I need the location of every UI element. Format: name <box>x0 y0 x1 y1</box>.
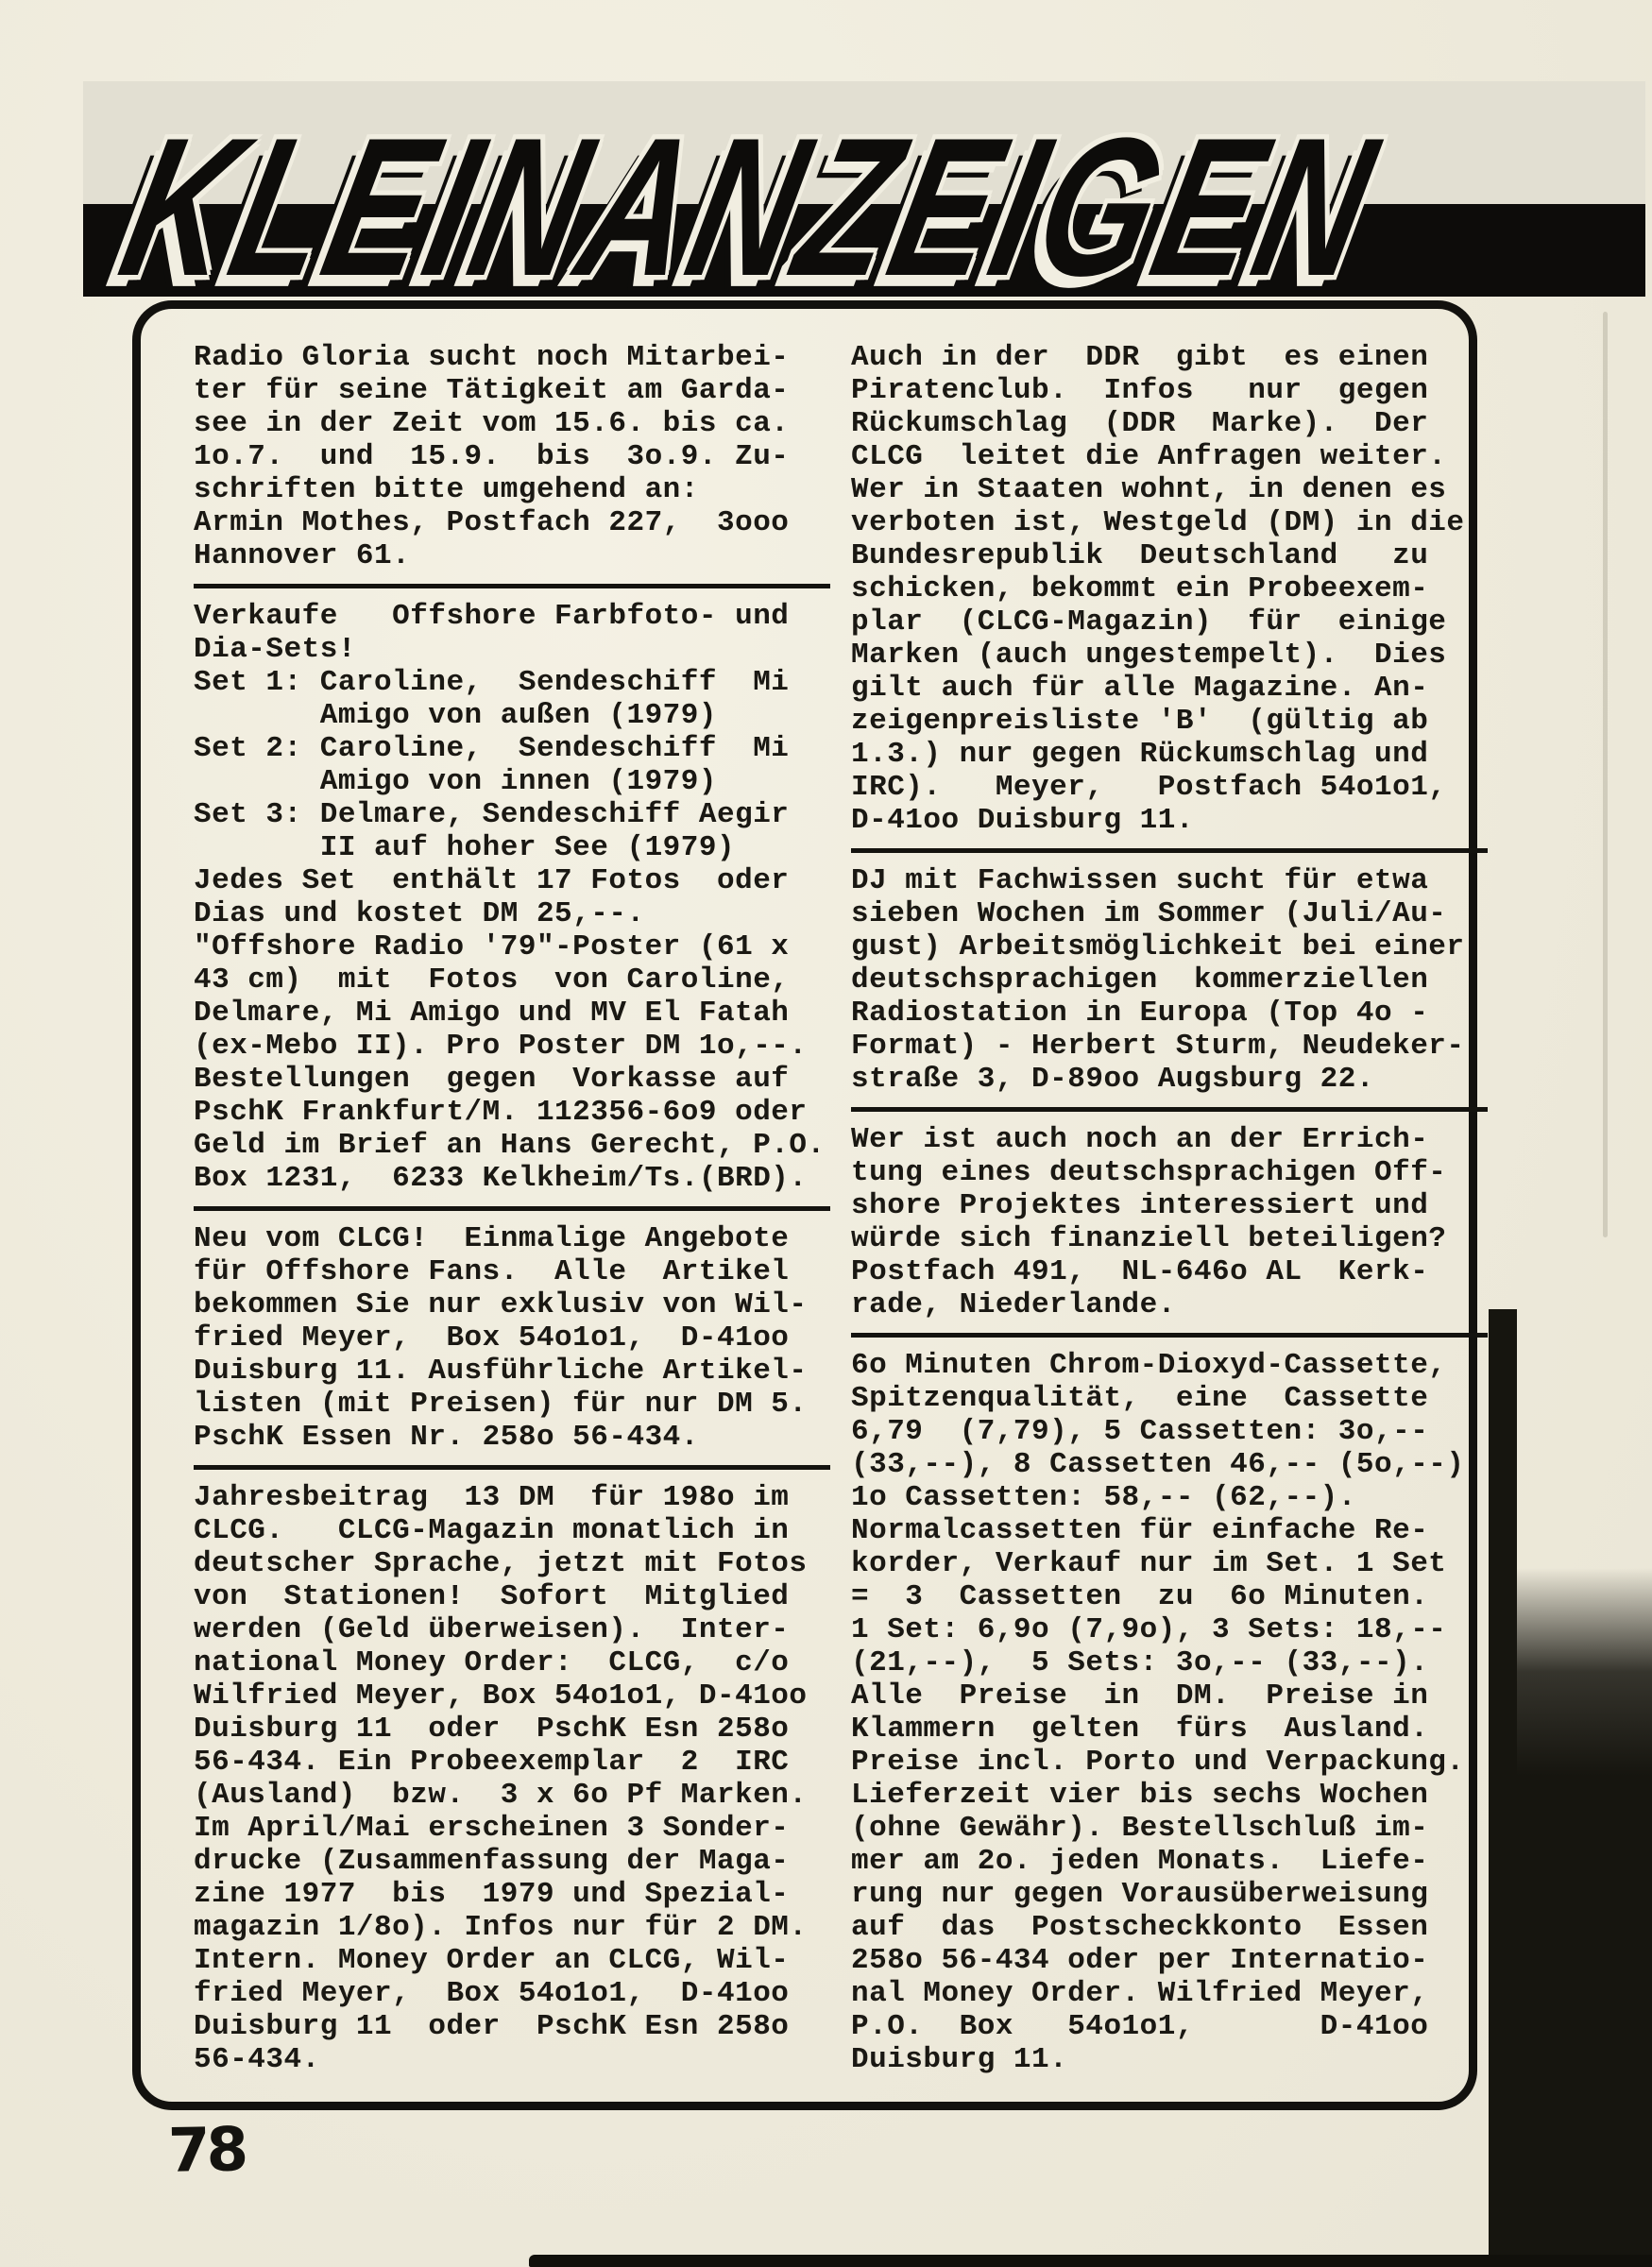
classified-ad <box>194 600 836 1195</box>
ad-separator <box>851 1333 1488 1338</box>
ad-line: für Offshore Fans. Alle Artikel <box>194 1255 790 1288</box>
ad-line: P.O. Box 54o1o1, D-41oo <box>851 2010 1429 2043</box>
ad-line: Piratenclub. Infos nur gegen <box>851 374 1429 407</box>
ad-line: Duisburg 11. Ausführliche Artikel- <box>194 1355 808 1388</box>
paper-crease-artifact <box>1603 312 1608 1237</box>
ad-line: Klammern gelten fürs Ausland. <box>851 1713 1429 1746</box>
ad-line: II auf hoher See (1979) <box>194 831 736 864</box>
ad-line: 1 Set: 6,9o (7,9o), 3 Sets: 18,-- <box>851 1613 1447 1646</box>
ad-line: Jahresbeitrag 13 DM für 198o im <box>194 1481 790 1514</box>
classified-ad <box>194 341 836 572</box>
right-column <box>851 341 1493 2085</box>
ad-line: Jedes Set enthält 17 Fotos oder <box>194 864 790 897</box>
ad-line: 258o 56-434 oder per Internatio- <box>851 1944 1429 1977</box>
ad-line: 56-434. Ein Probeexemplar 2 IRC <box>194 1746 790 1779</box>
ad-line: DJ mit Fachwissen sucht für etwa <box>851 864 1429 897</box>
ad-line: shore Projektes interessiert und <box>851 1189 1429 1222</box>
ad-line: Im April/Mai erscheinen 3 Sonder- <box>194 1812 790 1845</box>
ad-line: schriften bitte umgehend an: <box>194 473 699 506</box>
ad-line: rung nur gegen Vorausüberweisung <box>851 1878 1429 1911</box>
ad-line: Neu vom CLCG! Einmalige Angebote <box>194 1222 790 1255</box>
left-column <box>194 341 836 2085</box>
ad-line: Dia-Sets! <box>194 633 356 666</box>
ad-line: (ex-Mebo II). Pro Poster DM 1o,--. <box>194 1030 808 1063</box>
ad-line: Duisburg 11 oder PschK Esn 258o <box>194 1713 790 1746</box>
ad-line: zine 1977 bis 1979 und Spezial- <box>194 1878 790 1911</box>
ad-separator <box>194 584 830 588</box>
ad-line: Amigo von innen (1979) <box>194 765 717 798</box>
ad-line: plar (CLCG-Magazin) für einige <box>851 605 1447 639</box>
ad-line: 56-434. <box>194 2043 320 2076</box>
ad-line: 1.3.) nur gegen Rückumschlag und <box>851 738 1429 771</box>
ad-line: Set 1: Caroline, Sendeschiff Mi <box>194 666 790 699</box>
ad-line: straße 3, D-89oo Augsburg 22. <box>851 1063 1374 1096</box>
ad-line: fried Meyer, Box 54o1o1, D-41oo <box>194 1977 790 2010</box>
ad-line: korder, Verkauf nur im Set. 1 Set <box>851 1547 1447 1580</box>
ad-line: würde sich finanziell beteiligen? <box>851 1222 1447 1255</box>
ad-separator <box>851 1107 1488 1112</box>
scan-edge-bar-artifact <box>1489 1309 1517 2267</box>
ad-line: Wer ist auch noch an der Errich- <box>851 1123 1429 1156</box>
ad-line: rade, Niederlande. <box>851 1288 1176 1321</box>
ad-line: (Ausland) bzw. 3 x 6o Pf Marken. <box>194 1779 808 1812</box>
ad-line: ter für seine Tätigkeit am Garda- <box>194 374 790 407</box>
ad-line: Verkaufe Offshore Farbfoto- und <box>194 600 790 633</box>
ad-line: CLCG. CLCG-Magazin monatlich in <box>194 1514 790 1547</box>
ad-line: Preise incl. Porto und Verpackung. <box>851 1746 1465 1779</box>
ad-line: verboten ist, Westgeld (DM) in die <box>851 506 1465 539</box>
ad-line: Rückumschlag (DDR Marke). Der <box>851 407 1429 440</box>
ad-line: Format) - Herbert Sturm, Neudeker- <box>851 1030 1465 1063</box>
ad-line: Normalcassetten für einfache Re- <box>851 1514 1429 1547</box>
ad-line: Wilfried Meyer, Box 54o1o1, D-41oo <box>194 1679 808 1713</box>
scan-corner-shadow-artifact <box>1515 1568 1652 2267</box>
ad-line: Postfach 491, NL-646o AL Kerk- <box>851 1255 1429 1288</box>
ad-line: PschK Essen Nr. 258o 56-434. <box>194 1421 699 1454</box>
ad-line: Radio Gloria sucht noch Mitarbei- <box>194 341 790 374</box>
ad-line: drucke (Zusammenfassung der Maga- <box>194 1845 790 1878</box>
ad-line: 6o Minuten Chrom-Dioxyd-Cassette, <box>851 1349 1447 1382</box>
classified-ad <box>851 1349 1493 2076</box>
classifieds-box <box>132 300 1477 2110</box>
ad-line: Set 2: Caroline, Sendeschiff Mi <box>194 732 790 765</box>
kleinanzeigen-logo: KLEINANZEIGEN <box>105 97 1397 317</box>
ad-line: Lieferzeit vier bis sechs Wochen <box>851 1779 1429 1812</box>
ad-line: Dias und kostet DM 25,--. <box>194 897 645 930</box>
ad-line: schicken, bekommt ein Probeexem- <box>851 572 1429 605</box>
ad-line: PschK Frankfurt/M. 112356-6o9 oder <box>194 1096 808 1129</box>
kleinanzeigen-header-band <box>83 81 1645 317</box>
ad-line: Box 1231, 6233 Kelkheim/Ts.(BRD). <box>194 1162 808 1195</box>
ad-line: werden (Geld überweisen). Inter- <box>194 1613 790 1646</box>
ad-line: 1o Cassetten: 58,-- (62,--). <box>851 1481 1356 1514</box>
ad-line: D-41oo Duisburg 11. <box>851 804 1194 837</box>
ad-line: Marken (auch ungestempelt). Dies <box>851 639 1447 672</box>
ad-separator <box>194 1206 830 1211</box>
ad-line: Radiostation in Europa (Top 4o - <box>851 997 1429 1030</box>
ad-line: gilt auch für alle Magazine. An- <box>851 672 1429 705</box>
ad-line: IRC). Meyer, Postfach 54o1o1, <box>851 771 1447 804</box>
ad-line: 6,79 (7,79), 5 Cassetten: 3o,-- <box>851 1415 1429 1448</box>
scan-bottom-edge-artifact <box>529 2255 1652 2267</box>
ad-line: auf das Postscheckkonto Essen <box>851 1911 1429 1944</box>
ad-line: deutschsprachigen kommerziellen <box>851 963 1429 997</box>
ad-line: Duisburg 11. <box>851 2043 1068 2076</box>
ad-line: Spitzenqualität, eine Cassette <box>851 1382 1429 1415</box>
ad-line: nal Money Order. Wilfried Meyer, <box>851 1977 1429 2010</box>
ad-line: Alle Preise in DM. Preise in <box>851 1679 1429 1713</box>
ad-line: Bundesrepublik Deutschland zu <box>851 539 1429 572</box>
ad-line: (33,--), 8 Cassetten 46,-- (5o,--) <box>851 1448 1465 1481</box>
ad-line: Amigo von außen (1979) <box>194 699 717 732</box>
ad-line: national Money Order: CLCG, c/o <box>194 1646 790 1679</box>
ad-line: Duisburg 11 oder PschK Esn 258o <box>194 2010 790 2043</box>
ad-line: Wer in Staaten wohnt, in denen es <box>851 473 1447 506</box>
ad-line: Auch in der DDR gibt es einen <box>851 341 1429 374</box>
ad-line: magazin 1/8o). Infos nur für 2 DM. <box>194 1911 808 1944</box>
ad-line: (21,--), 5 Sets: 3o,-- (33,--). <box>851 1646 1429 1679</box>
ad-line: bekommen Sie nur exklusiv von Wil- <box>194 1288 808 1321</box>
ad-line: see in der Zeit vom 15.6. bis ca. <box>194 407 790 440</box>
page-number: 78 <box>167 2115 246 2187</box>
ad-line: 43 cm) mit Fotos von Caroline, <box>194 963 790 997</box>
ad-line: mer am 2o. jeden Monats. Liefe- <box>851 1845 1429 1878</box>
ad-line: von Stationen! Sofort Mitglied <box>194 1580 790 1613</box>
ad-line: fried Meyer, Box 54o1o1, D-41oo <box>194 1321 790 1355</box>
ad-line: zeigenpreisliste 'B' (gültig ab <box>851 705 1429 738</box>
classified-ad <box>194 1481 836 2076</box>
ad-line: deutscher Sprache, jetzt mit Fotos <box>194 1547 808 1580</box>
ad-line: CLCG leitet die Anfragen weiter. <box>851 440 1447 473</box>
ad-line: 1o.7. und 15.9. bis 3o.9. Zu- <box>194 440 790 473</box>
ad-line: sieben Wochen im Sommer (Juli/Au- <box>851 897 1447 930</box>
ad-line: Hannover 61. <box>194 539 411 572</box>
ad-separator <box>194 1465 830 1470</box>
ad-line: (ohne Gewähr). Bestellschluß im- <box>851 1812 1429 1845</box>
ad-line: Set 3: Delmare, Sendeschiff Aegir <box>194 798 790 831</box>
ad-line: Armin Mothes, Postfach 227, 3ooo <box>194 506 790 539</box>
ad-line: Bestellungen gegen Vorkasse auf <box>194 1063 790 1096</box>
ad-line: "Offshore Radio '79"-Poster (61 x <box>194 930 790 963</box>
ad-line: listen (mit Preisen) für nur DM 5. <box>194 1388 808 1421</box>
ad-line: tung eines deutschsprachigen Off- <box>851 1156 1447 1189</box>
classified-ad <box>194 1222 836 1454</box>
ad-line: gust) Arbeitsmöglichkeit bei einer <box>851 930 1465 963</box>
ad-line: = 3 Cassetten zu 6o Minuten. <box>851 1580 1429 1613</box>
ad-line: Delmare, Mi Amigo und MV El Fatah <box>194 997 790 1030</box>
ad-line: Geld im Brief an Hans Gerecht, P.O. <box>194 1129 826 1162</box>
classified-ad <box>851 1123 1493 1321</box>
classified-ad <box>851 341 1493 837</box>
ad-separator <box>851 848 1488 853</box>
ad-line: Intern. Money Order an CLCG, Wil- <box>194 1944 790 1977</box>
classified-ad <box>851 864 1493 1096</box>
